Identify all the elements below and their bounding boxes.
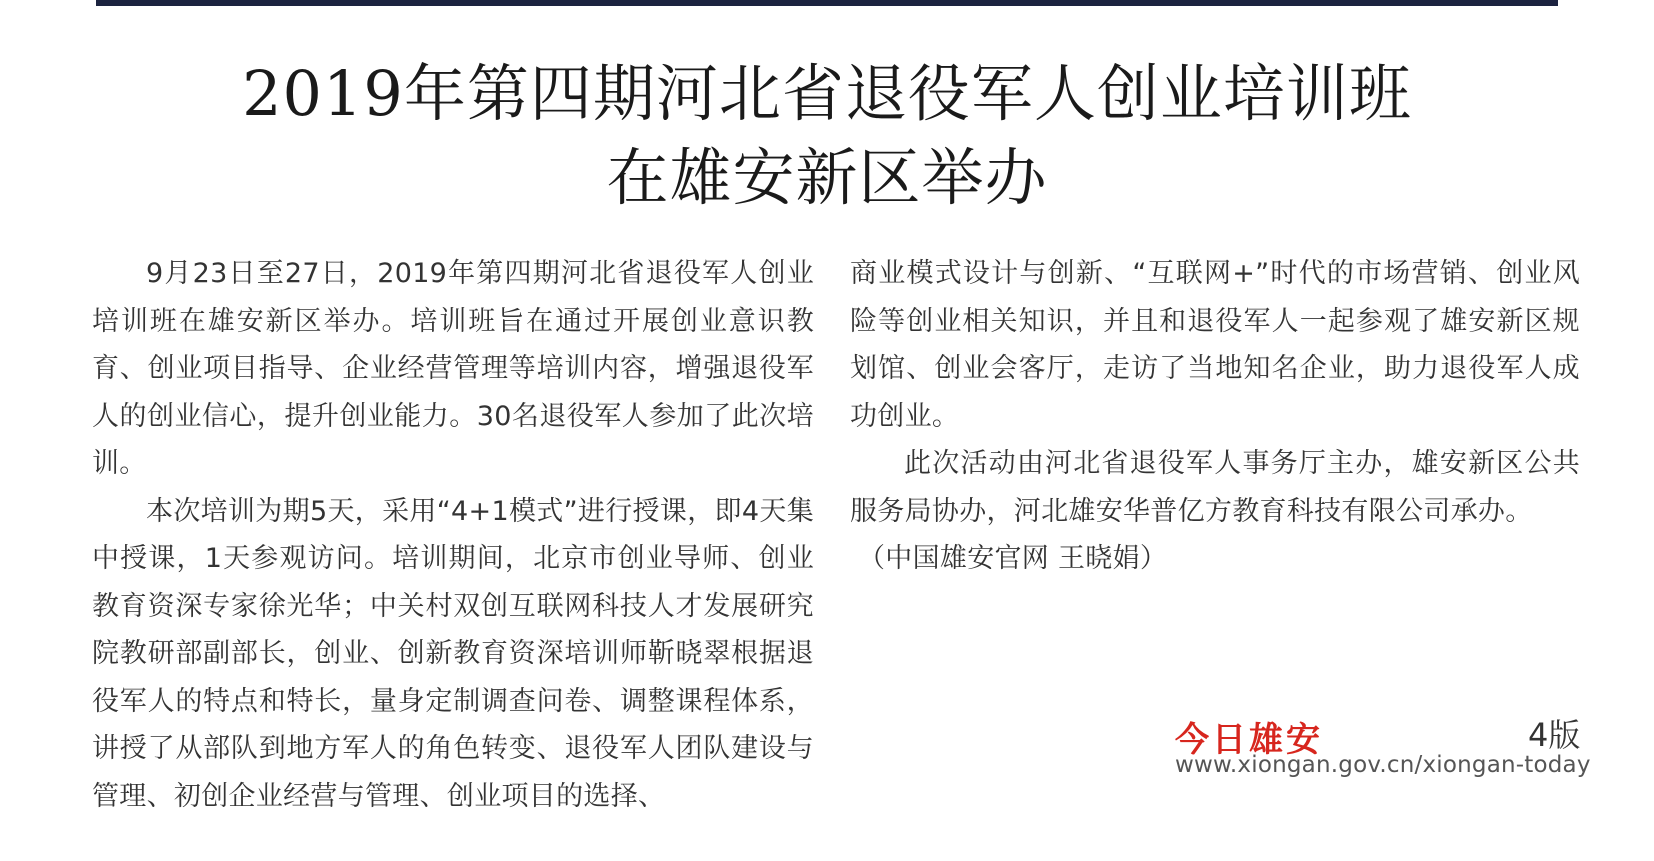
headline-line-1: 2019年第四期河北省退役军人创业培训班 [242, 57, 1412, 130]
page-number: 4版 [1528, 716, 1581, 754]
article-paragraph-3: 此次活动由河北省退役军人事务厅主办，雄安新区公共服务局协办，河北雄安华普亿方教育科技有限公司承办。 [850, 448, 1580, 527]
article-source-credit: （中国雄安官网 王晓娟） [858, 543, 1168, 574]
article-column-left [92, 250, 814, 820]
article-headline [0, 52, 1654, 220]
article-paragraph-2: 本次培训为期5天，采用“4+1模式”进行授课，即4天集中授课，1天参观访问。培训期间，北京市创业导师、创业教育资深专家徐光华；中关村双创互联网科技人才发展研究院教研部副部长，创业、创新教育资深培训师靳晓翠根据退役军人的特点和特长，量身定制调查问卷、调整课程体系，讲授了从部队到地方军人的角色转变、退役军人团队建设与管理、初创企业经营与管理、创业项目的选择、 [92, 495, 814, 812]
publication-logo: 今日雄安 [1175, 720, 1323, 760]
headline-line-2: 在雄安新区举办 [606, 141, 1048, 214]
site-url: www.xiongan.gov.cn/xiongan-today [1175, 752, 1591, 778]
article-paragraph-1: 9月23日至27日，2019年第四期河北省退役军人创业培训班在雄安新区举办。培训班旨在通过开展创业意识教育、创业项目指导、企业经营管理等培训内容，增强退役军人的创业信心，提升创业能力。30名退役军人参加了此次培训。 [92, 258, 814, 479]
article-column-right [850, 250, 1580, 583]
top-border-bar [96, 0, 1558, 6]
article-paragraph-2-continued: 商业模式设计与创新、“互联网+”时代的市场营销、创业风险等创业相关知识，并且和退役军人一起参观了雄安新区规划馆、创业会客厅，走访了当地知名企业，助力退役军人成功创业。 [850, 258, 1580, 432]
